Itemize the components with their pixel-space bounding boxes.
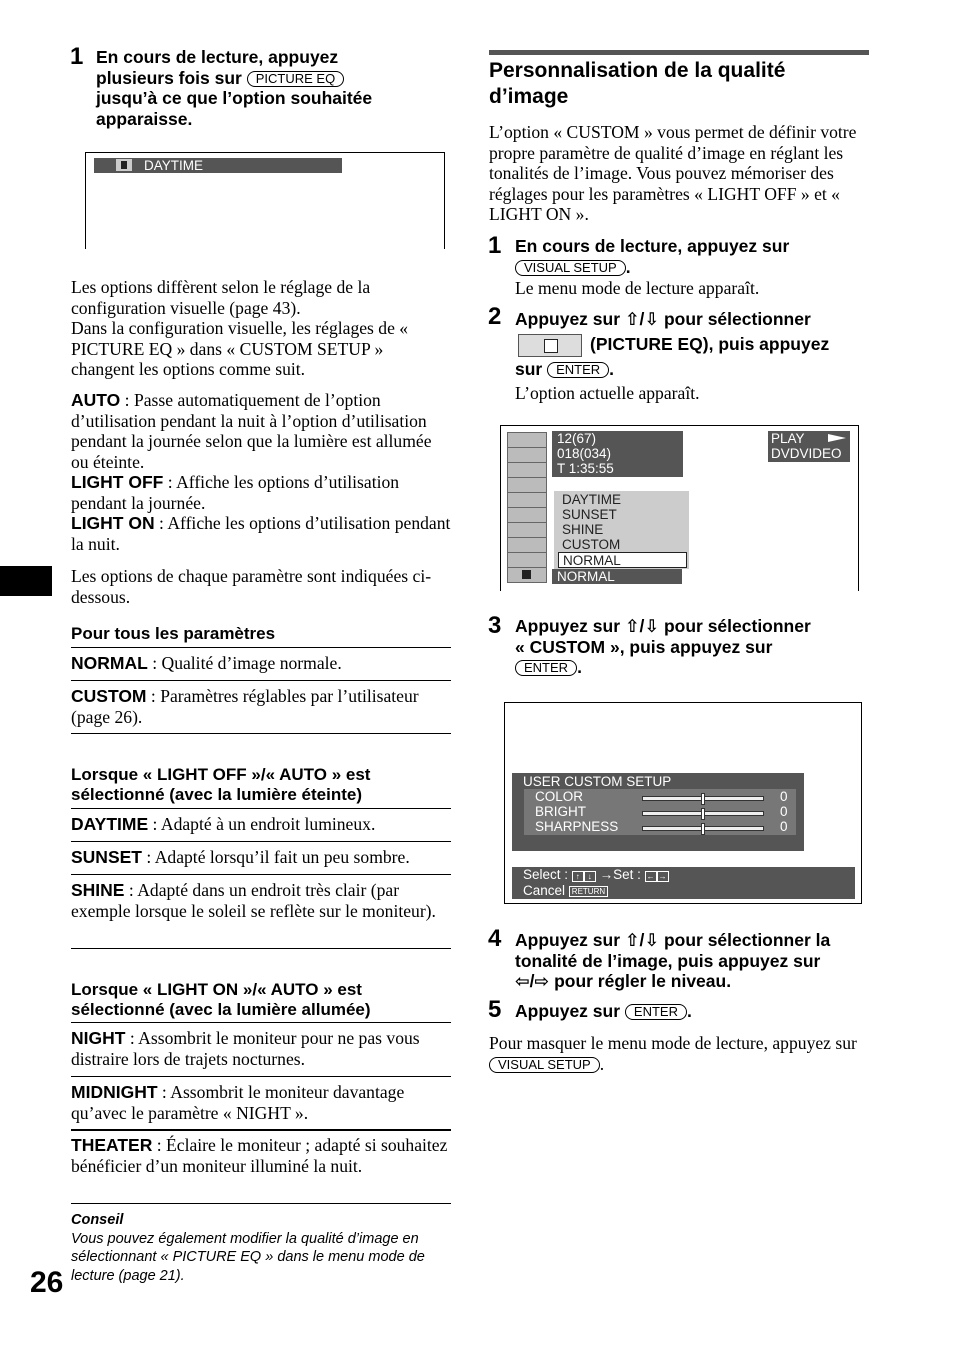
section-title: Personnalisation de la qualité d’image: [489, 59, 786, 108]
sharpness-slider[interactable]: [642, 826, 764, 831]
current-setting: NORMAL: [557, 569, 615, 584]
angle-icon: [507, 507, 547, 523]
paragraph-options-differ: Les options diffèrent selon le réglage de la configuration visuelle (page 43).: [71, 277, 371, 318]
picture-eq-icon: [507, 567, 547, 583]
play-status-box: [768, 431, 850, 462]
definition-custom: CUSTOM : Paramètres réglables par l’utilisateur (page 26).: [71, 686, 419, 727]
playback-info-box: [552, 431, 683, 477]
right-step-1-number: 1: [488, 232, 502, 259]
play-icon: [828, 434, 846, 442]
picture-eq-icon: [518, 334, 582, 357]
sharpness-value: 0: [780, 819, 788, 834]
step-1-number: 1: [70, 43, 84, 70]
left-right-arrow-icon: ⇦/⇨: [515, 971, 550, 991]
bright-slider[interactable]: [642, 811, 764, 816]
paragraph-options-below: Les options de chaque paramètre sont indiquées ci-dessous.: [71, 566, 432, 607]
divider: [71, 1129, 451, 1131]
right-step-5-instruction: Appuyez sur ENTER .: [515, 1001, 692, 1021]
sharpness-label: SHARPNESS: [535, 819, 619, 834]
search-icon: [507, 522, 547, 538]
custom-setup-title: USER CUSTOM SETUP: [523, 774, 672, 789]
select-help: Select : ↑ ↓ →Set : ← →: [523, 867, 667, 882]
right-step-4-number: 4: [488, 925, 502, 952]
right-step-2-number: 2: [488, 303, 502, 330]
definition-night: NIGHT : Assombrit le moniteur pour ne pas vous distraire lors de trajets nocturnes.: [71, 1028, 420, 1069]
subtitle-icon: [507, 492, 547, 508]
current-setting-bar: [552, 569, 682, 584]
conseil-heading: Conseil: [71, 1212, 124, 1228]
return-key-icon: RETURN: [569, 886, 608, 897]
source-label: DVDVIDEO: [771, 446, 842, 461]
right-icon: →: [658, 872, 667, 881]
right-step-3-instruction: Appuyez sur ⇧/⇩ pour sélectionner « CUSTOM », puis appuyez sur ENTER .: [515, 616, 811, 677]
definition-sunset: SUNSET : Adapté lorsqu’il fait un peu sombre.: [71, 847, 410, 867]
option-normal[interactable]: NORMAL: [558, 552, 687, 568]
definition-light-off: LIGHT OFF : Affiche les options d’utilisation pendant la journée.: [71, 472, 400, 513]
divider: [71, 647, 451, 648]
time-info: T 1:35:55: [557, 461, 614, 476]
right-step-2-result: L’option actuelle apparaît.: [515, 383, 700, 403]
paragraph-visual-config: Dans la configuration visuelle, les réglages de « PICTURE EQ » dans « CUSTOM SETUP » changent les options comme suit.: [71, 318, 409, 380]
setup-icon: [507, 552, 547, 568]
picture-eq-icon: [116, 159, 132, 171]
option-shine[interactable]: SHINE: [562, 522, 604, 537]
outro-paragraph: Pour masquer le menu mode de lecture, appuyez sur VISUAL SETUP .: [489, 1033, 857, 1074]
definition-midnight: MIDNIGHT : Assombrit le moniteur davantage qu’avec le paramètre « NIGHT ».: [71, 1082, 405, 1123]
play-status: PLAY: [771, 431, 805, 446]
right-step-4-instruction: Appuyez sur ⇧/⇩ pour sélectionner la tonalité de l’image, puis appuyez sur ⇦/⇨ pour régler le niveau.: [515, 930, 831, 991]
page-number: 26: [30, 1266, 64, 1299]
picture-eq-options: [554, 491, 689, 569]
bright-value: 0: [780, 804, 788, 819]
divider: [71, 1203, 451, 1204]
arrow-icon: →: [599, 867, 614, 882]
divider: [71, 1022, 451, 1023]
option-sunset[interactable]: SUNSET: [562, 507, 617, 522]
right-step-1-instruction: En cours de lecture, appuyez sur VISUAL SETUP .: [515, 236, 790, 277]
osd-bar: [94, 158, 342, 173]
visual-setup-key: VISUAL SETUP: [489, 1057, 600, 1073]
color-slider-knob[interactable]: [701, 793, 705, 805]
intro-paragraph: L’option « CUSTOM » vous permet de définir votre propre paramètre de qualité d’image en réglant les tonalités de l’image. Vous pouvez mémoriser des réglages pour les paramètres « LIGHT OFF » et « LIGHT ON ».: [489, 122, 857, 225]
divider: [71, 1076, 451, 1077]
daytime-label: DAYTIME: [144, 158, 204, 173]
definition-shine: SHINE : Adapté dans un endroit très clair (par exemple lorsque le soleil se reflète sur le moniteur).: [71, 880, 436, 921]
left-icon: ←: [646, 872, 655, 881]
definition-auto: AUTO : Passe automatiquement de l’option d’utilisation pendant la nuit à l’option d’utilisation pendant la journée selon que la lumière est allumée ou éteinte.: [71, 390, 432, 472]
visual-setup-key: VISUAL SETUP: [515, 260, 626, 276]
chapter-info: 12(67): [557, 431, 597, 446]
enter-key: ENTER: [625, 1004, 687, 1020]
color-label: COLOR: [535, 789, 584, 804]
option-custom[interactable]: CUSTOM: [562, 537, 621, 552]
custom-setup-panel: [512, 773, 804, 851]
color-slider[interactable]: [642, 796, 764, 801]
section-tab: [0, 566, 52, 596]
heading-light-on: Lorsque « LIGHT ON »/« AUTO » est sélectionné (avec la lumière allumée): [71, 980, 371, 1019]
audio-icon: [507, 477, 547, 493]
enter-key: ENTER: [515, 660, 577, 676]
right-step-3-number: 3: [488, 612, 502, 639]
chapter-icon: [507, 432, 547, 448]
conseil-text: Vous pouvez également modifier la qualité d’image en sélectionnant « PICTURE EQ » dans le menu mode de lecture (page 21).: [71, 1231, 425, 1284]
definition-light-on: LIGHT ON : Affiche les options d’utilisation pendant la nuit.: [71, 513, 451, 554]
up-down-arrow-icon: ⇧/⇩: [624, 309, 660, 329]
up-down-arrow-icon: ⇧/⇩: [624, 930, 660, 950]
step-1-instruction: En cours de lecture, appuyez plusieurs fois sur PICTURE EQ jusqu’à ce que l’option souhaitée apparaisse.: [96, 47, 373, 129]
up-down-arrow-icon: ⇧/⇩: [624, 616, 660, 636]
down-icon: ↓: [584, 871, 596, 882]
time-icon: [507, 462, 547, 478]
cancel-help: Cancel RETURN: [523, 883, 608, 898]
sharpness-slider-knob[interactable]: [701, 823, 705, 835]
menu-icon-column: [507, 432, 545, 584]
color-value: 0: [780, 789, 788, 804]
bright-label: BRIGHT: [535, 804, 587, 819]
definition-daytime: DAYTIME : Adapté à un endroit lumineux.: [71, 814, 376, 834]
custom-setup-rows: [524, 789, 796, 835]
right-step-1-result: Le menu mode de lecture apparaît.: [515, 278, 760, 298]
enter-key: ENTER: [547, 362, 609, 378]
heading-light-off: Lorsque « LIGHT OFF »/« AUTO » est sélectionné (avec la lumière éteinte): [71, 765, 371, 804]
divider: [71, 680, 451, 681]
divider: [71, 948, 451, 949]
definition-theater: THEATER : Éclaire le moniteur ; adapté si souhaitez bénéficier d’un moniteur illuminé la nuit.: [71, 1135, 448, 1176]
divider: [71, 733, 451, 734]
user-custom-setup-screen: [504, 702, 862, 904]
right-step-2-instruction: Appuyez sur ⇧/⇩ pour sélectionner (PICTURE EQ), puis appuyez sur ENTER .: [515, 309, 830, 379]
bright-slider-knob[interactable]: [701, 808, 705, 820]
help-bar: [512, 867, 855, 899]
picture-eq-screen: [85, 152, 445, 249]
title-info: 018(034): [557, 446, 612, 461]
right-step-5-number: 5: [488, 996, 502, 1023]
playback-menu-screen: [500, 425, 859, 591]
heading-all-params: Pour tous les paramètres: [71, 624, 276, 643]
divider: [71, 808, 451, 809]
divider: [71, 874, 451, 875]
picture-eq-key: PICTURE EQ: [247, 71, 344, 87]
definition-normal: NORMAL : Qualité d’image normale.: [71, 653, 342, 673]
up-icon: ↑: [572, 871, 584, 882]
title-icon: [507, 447, 547, 463]
title-rule: [489, 50, 869, 55]
repeat-icon: [507, 537, 547, 553]
option-daytime[interactable]: DAYTIME: [562, 492, 622, 507]
divider: [71, 841, 451, 842]
